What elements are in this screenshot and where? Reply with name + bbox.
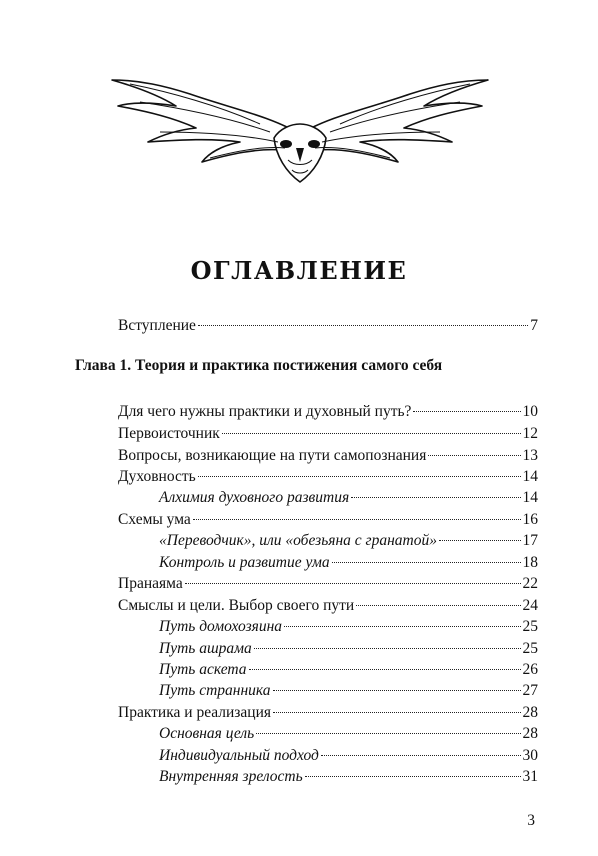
toc-entry-page: 28 — [522, 725, 538, 742]
toc-entry-page: 16 — [522, 511, 538, 528]
toc-subentry[interactable] — [159, 746, 538, 766]
toc-entry[interactable] — [118, 446, 538, 466]
toc-entry-title: Вступление — [118, 317, 196, 334]
toc-dot-leader — [273, 712, 520, 713]
toc-dot-leader — [351, 497, 520, 498]
toc-entry[interactable] — [118, 596, 538, 616]
toc-dot-leader — [193, 519, 521, 520]
toc-entry-title: Практика и реализация — [118, 704, 272, 721]
toc-entry-page: 30 — [522, 747, 538, 764]
toc-entry[interactable] — [118, 424, 538, 444]
toc-subentry[interactable] — [159, 681, 538, 701]
toc-entry-page: 18 — [522, 554, 538, 571]
toc-entry-title: Первоисточник — [118, 425, 220, 442]
toc-subentry[interactable] — [159, 553, 538, 573]
toc-subentry[interactable] — [159, 488, 538, 508]
toc-dot-leader — [222, 433, 521, 434]
toc-entry-page: 7 — [530, 317, 538, 334]
toc-subentry[interactable] — [159, 639, 538, 659]
toc-entry-title: «Переводчик», или «обезьяна с гранатой» — [159, 532, 437, 549]
toc-entry-title: Вопросы, возникающие на пути самопознания — [118, 447, 427, 464]
toc-entry-page: 25 — [522, 640, 538, 657]
toc-entry[interactable] — [118, 467, 538, 487]
toc-entry-page: 14 — [522, 468, 538, 485]
toc-entry-page: 22 — [522, 575, 538, 592]
toc-entry[interactable] — [118, 402, 538, 422]
chapter-heading: Глава 1. Теория и практика постижения самого себя — [75, 357, 443, 374]
page-number: 3 — [527, 812, 535, 829]
toc-subentry[interactable] — [159, 617, 538, 637]
toc-entry-title: Путь странника — [159, 682, 271, 699]
page-title: ОГЛАВЛЕНИЕ — [190, 256, 408, 285]
toc-entry-title: Алхимия духовного развития — [159, 489, 350, 506]
toc-entry-title: Путь аскета — [159, 661, 247, 678]
toc-entry-title: Схемы ума — [118, 511, 191, 528]
toc-subentry[interactable] — [159, 724, 538, 744]
toc-subentry[interactable] — [159, 767, 538, 787]
toc-entry-page: 31 — [522, 768, 538, 785]
toc-entry-page: 24 — [522, 597, 538, 614]
toc-subentry[interactable] — [159, 660, 538, 680]
toc-entry[interactable] — [118, 316, 538, 336]
toc-dot-leader — [249, 669, 521, 670]
toc-entry-page: 25 — [522, 618, 538, 635]
toc-dot-leader — [332, 562, 521, 563]
toc-entry[interactable] — [118, 510, 538, 530]
toc-entry-title: Духовность — [118, 468, 196, 485]
toc-entry-title: Для чего нужны практики и духовный путь? — [118, 403, 412, 420]
toc-entry-page: 17 — [522, 532, 538, 549]
toc-dot-leader — [413, 411, 520, 412]
toc-dot-leader — [428, 455, 520, 456]
toc-dot-leader — [256, 733, 520, 734]
toc-dot-leader — [321, 755, 521, 756]
toc-entry-page: 27 — [522, 682, 538, 699]
toc-dot-leader — [439, 540, 521, 541]
toc-dot-leader — [356, 605, 520, 606]
toc-entry-title: Путь домохозяина — [159, 618, 283, 635]
toc-dot-leader — [198, 476, 521, 477]
toc-entry-title: Путь ашрама — [159, 640, 252, 657]
toc-dot-leader — [185, 583, 521, 584]
toc-entry[interactable] — [118, 574, 538, 594]
toc-dot-leader — [198, 325, 528, 326]
toc-dot-leader — [284, 626, 520, 627]
toc-entry[interactable] — [118, 703, 538, 723]
toc-entry-title: Пранаяма — [118, 575, 183, 592]
toc-subentry[interactable] — [159, 531, 538, 551]
toc-dot-leader — [305, 776, 521, 777]
toc-entry-title: Индивидуальный подход — [159, 747, 319, 764]
toc-entry-title: Основная цель — [159, 725, 255, 742]
toc-dot-leader — [254, 648, 521, 649]
toc-entry-page: 28 — [522, 704, 538, 721]
toc-entry-title: Смыслы и цели. Выбор своего пути — [118, 597, 355, 614]
toc-entry-page: 13 — [522, 447, 538, 464]
toc-dot-leader — [273, 690, 521, 691]
toc-entry-page: 10 — [522, 403, 538, 420]
toc-entry-title: Контроль и развитие ума — [159, 554, 330, 571]
toc-entry-page: 12 — [522, 425, 538, 442]
eagle-emblem-icon — [110, 72, 490, 188]
toc-entry-page: 14 — [522, 489, 538, 506]
toc-entry-title: Внутренняя зрелость — [159, 768, 303, 785]
toc-entry-page: 26 — [522, 661, 538, 678]
